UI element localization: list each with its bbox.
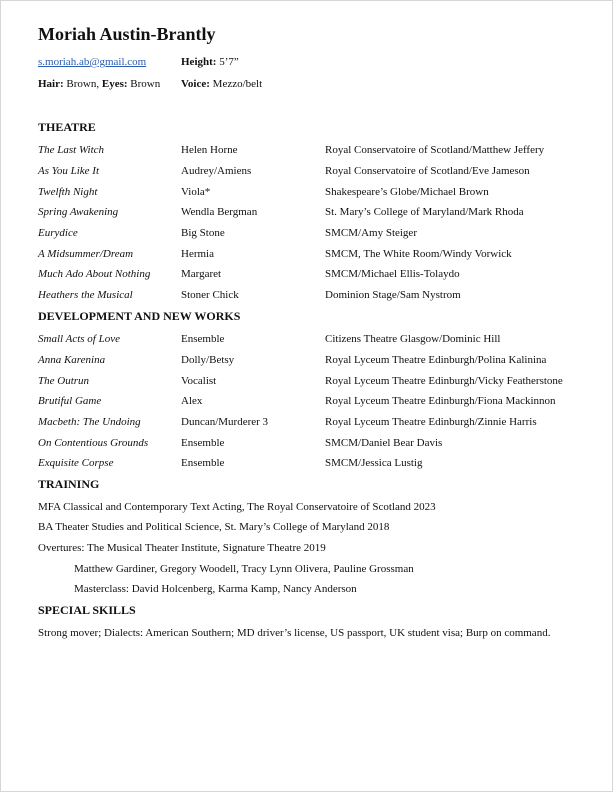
credit-row <box>1 374 614 388</box>
credit-company: SMCM/Michael Ellis-Tolaydo <box>325 268 460 280</box>
hair-eyes-info <box>38 77 160 91</box>
credit-company: SMCM/Amy Steiger <box>325 227 417 239</box>
credit-row <box>1 394 614 408</box>
credit-title: Brutiful Game <box>38 395 102 407</box>
hair-label: Hair: <box>38 78 64 90</box>
credit-title: Small Acts of Love <box>38 333 120 345</box>
credit-row <box>1 247 614 261</box>
credit-role: Stoner Chick <box>181 289 239 301</box>
credit-role: Ensemble <box>181 437 225 449</box>
credit-company: SMCM, The White Room/Windy Vorwick <box>325 248 512 260</box>
training-heading: TRAINING <box>38 477 100 491</box>
credit-company: Royal Lyceum Theatre Edinburgh/Fiona Mackinnon <box>325 395 556 407</box>
height-value: 5’7” <box>219 56 239 68</box>
voice-label: Voice: <box>181 78 210 90</box>
credit-company: Royal Lyceum Theatre Edinburgh/Zinnie Harris <box>325 416 537 428</box>
credit-role: Alex <box>181 395 203 407</box>
credit-role: Ensemble <box>181 333 225 345</box>
credit-title: As You Like It <box>38 165 100 177</box>
credit-title: Macbeth: The Undoing <box>38 416 141 428</box>
credit-role: Hermia <box>181 248 214 260</box>
training-line: Masterclass: David Holcenberg, Karma Kamp, Nancy Anderson <box>74 583 357 595</box>
credit-role: Wendla Bergman <box>181 206 258 218</box>
development-heading: DEVELOPMENT AND NEW WORKS <box>38 309 241 323</box>
credit-role: Big Stone <box>181 227 225 239</box>
credit-title: Exquisite Corpse <box>38 457 114 469</box>
credit-title: The Last Witch <box>38 144 105 156</box>
credit-row <box>1 267 614 281</box>
voice-value: Mezzo/belt <box>212 78 263 90</box>
credit-company: Royal Conservatoire of Scotland/Eve Jameson <box>325 165 530 177</box>
credit-role: Audrey/Amiens <box>181 165 252 177</box>
training-line: Matthew Gardiner, Gregory Woodell, Tracy Lynn Olivera, Pauline Grossman <box>74 563 414 575</box>
credit-row <box>1 143 614 157</box>
credit-title: Eurydice <box>38 227 78 239</box>
credit-row <box>1 164 614 178</box>
voice-info <box>181 77 262 91</box>
credit-company: Shakespeare’s Globe/Michael Brown <box>325 186 489 198</box>
training-line: BA Theater Studies and Political Science, St. Mary’s College of Maryland 2018 <box>38 521 390 533</box>
credit-title: Anna Karenina <box>38 354 106 366</box>
credit-company: Royal Conservatoire of Scotland/Matthew Jeffery <box>325 144 545 156</box>
skills-heading: SPECIAL SKILLS <box>38 603 136 617</box>
eyes-value: Brown <box>130 78 161 90</box>
credit-role: Vocalist <box>181 375 217 387</box>
training-line: Overtures: The Musical Theater Institute, Signature Theatre 2019 <box>38 542 326 554</box>
credit-row <box>1 456 614 470</box>
credit-role: Duncan/Murderer 3 <box>181 416 269 428</box>
credit-row <box>1 185 614 199</box>
credit-title: A Midsummer/Dream <box>38 248 134 260</box>
credit-row <box>1 436 614 450</box>
credit-company: Citizens Theatre Glasgow/Dominic Hill <box>325 333 501 345</box>
credit-row <box>1 332 614 346</box>
skills-text: Strong mover; Dialects: American Southern; MD driver’s license, US passport, UK student visa; Burp on command. <box>38 627 551 639</box>
height-info <box>181 55 239 69</box>
credit-role: Helen Horne <box>181 144 238 156</box>
credit-title: The Outrun <box>38 375 90 387</box>
height-label: Height: <box>181 56 217 68</box>
training-line: MFA Classical and Contemporary Text Acting, The Royal Conservatoire of Scotland 2023 <box>38 501 436 513</box>
credit-row <box>1 288 614 302</box>
email-link[interactable]: s.moriah.ab@gmail.com <box>38 56 147 68</box>
credit-title: Twelfth Night <box>38 186 98 198</box>
credit-role: Margaret <box>181 268 222 280</box>
credit-row <box>1 353 614 367</box>
hair-value: Brown, <box>66 78 100 90</box>
credit-company: SMCM/Daniel Bear Davis <box>325 437 443 449</box>
credit-company: St. Mary’s College of Maryland/Mark Rhoda <box>325 206 524 218</box>
credit-title: On Contentious Grounds <box>38 437 149 449</box>
theatre-heading: THEATRE <box>38 120 96 134</box>
credit-company: Royal Lyceum Theatre Edinburgh/Vicky Featherstone <box>325 375 563 387</box>
credit-title: Spring Awakening <box>38 206 119 218</box>
credit-company: Royal Lyceum Theatre Edinburgh/Polina Kalinina <box>325 354 547 366</box>
credit-company: SMCM/Jessica Lustig <box>325 457 423 469</box>
credit-title: Heathers the Musical <box>38 289 133 301</box>
credit-role: Dolly/Betsy <box>181 354 235 366</box>
resume-name: Moriah Austin-Brantly <box>38 24 216 44</box>
credit-row <box>1 415 614 429</box>
credit-role: Ensemble <box>181 457 225 469</box>
credit-title: Much Ado About Nothing <box>38 268 151 280</box>
credit-row <box>1 226 614 240</box>
credit-role: Viola* <box>181 186 211 198</box>
credit-company: Dominion Stage/Sam Nystrom <box>325 289 461 301</box>
credit-row <box>1 205 614 219</box>
eyes-label: Eyes: <box>101 78 128 90</box>
